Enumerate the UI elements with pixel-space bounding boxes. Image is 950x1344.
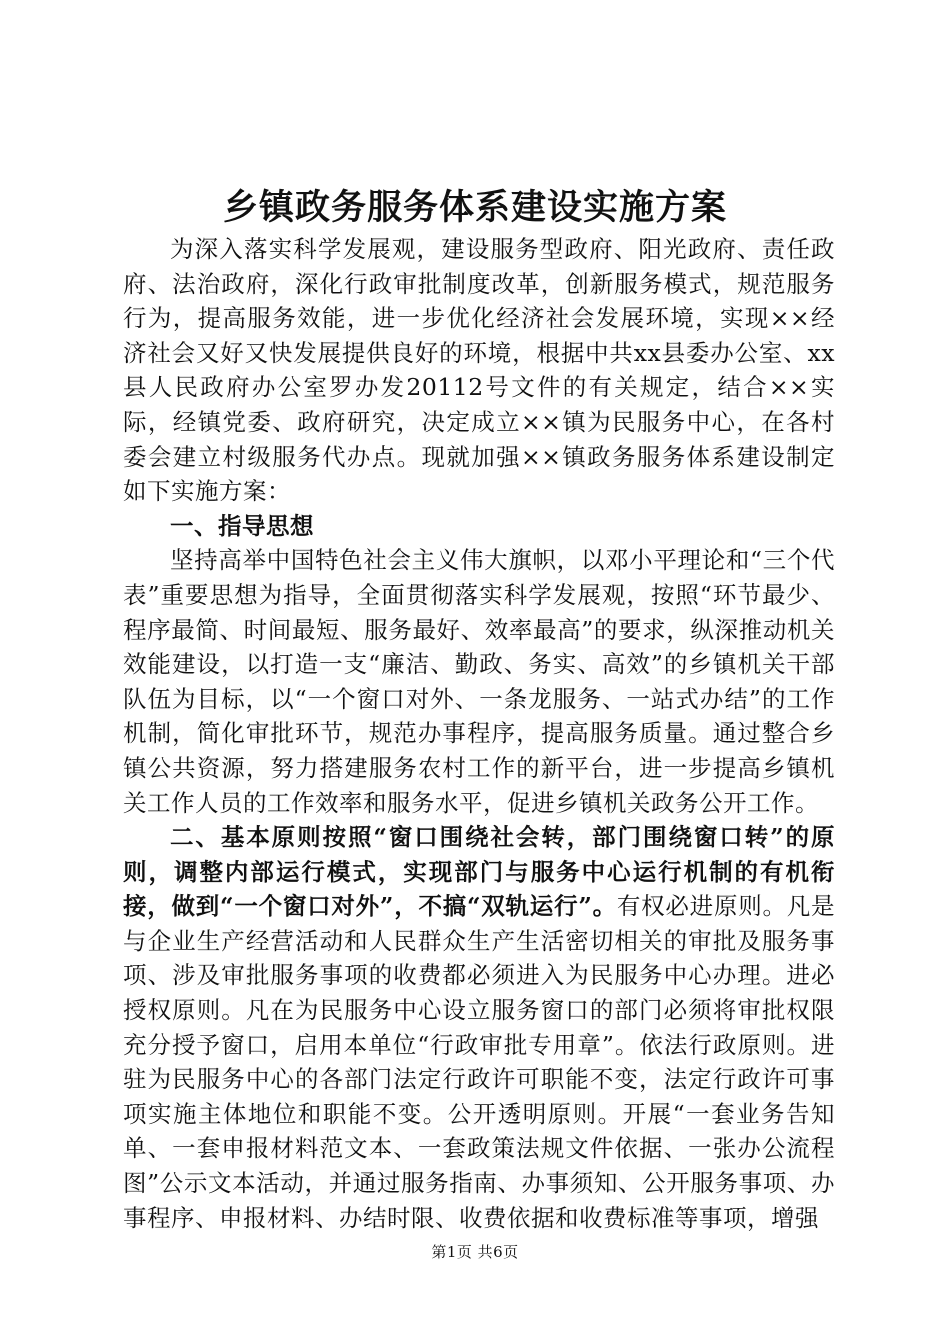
page-number-footer: 第1页 共6页 (431, 1243, 519, 1261)
document-title: 乡镇政务服务体系建设实施方案 (222, 187, 727, 228)
intro-paragraph: 为深入落实科学发展观，建设服务型政府、阳光政府、责任政府、法治政府，深化行政审批制度改革，创新服务模式，规范服务行为，提高服务效能，进一步优化经济社会发展环境，实现××经济社会又好又快发展提供良好的环境，根据中共xx县委办公室、xx县人民政府办公室罗办发20112号文件的有关规定，结合××实际，经镇党委、政府研究，决定成立××镇为民服务中心，在各村委会建立村级服务代办点。现就加强××镇政务服务体系建设制定如下实施方案： (123, 235, 835, 506)
basic-principles-body: 有权必进原则。凡是与企业生产经营活动和人民群众生产生活密切相关的审批及服务事项、涉及审批服务事项的收费都必须进入为民服务中心办理。进必授权原则。凡在为民服务中心设立服务窗口的部门必须将审批权限充分授予窗口，启用本单位“行政审批专用章”。依法行政原则。进驻为民服务中心的各部门法定行政许可职能不变，法定行政许可事项实施主体地位和职能不变。公开透明原则。开展“一套业务告知单、一套申报材料范文本、一套政策法规文件依据、一张办公流程图”公示文本活动，并通过服务指南、办事须知、公开服务事项、办事程序、申报材料、办结时限、收费依据和收费标准等事项，增强 (123, 892, 836, 1232)
document-body (123, 232, 835, 1235)
basic-principles-heading: 二、基本原则按照“窗口围绕社会转，部门围绕窗口转”的原则，调整内部运行模式，实现部门与服务中心运行机制的有机衔接，做到“一个窗口对外”，不搞“双轨运行”。 (123, 823, 835, 921)
guiding-thought-paragraph: 坚持高举中国特色社会主义伟大旗帜，以邓小平理论和“三个代表”重要思想为指导，全面贯彻落实科学发展观，按照“环节最少、程序最简、时间最短、服务最好、效率最高”的要求，纵深推动机关效能建设，以打造一支“廉洁、勤政、务实、高效”的乡镇机关干部队伍为目标，以“一个窗口对外、一条龙服务、一站式办结”的工作机制，简化审批环节，规范办事程序，提高服务质量。通过整合乡镇公共资源，努力搭建服务农村工作的新平台，进一步提高乡镇机关工作人员的工作效率和服务水平，促进乡镇机关政务公开工作。 (123, 546, 835, 817)
section-heading-guiding-thought: 一、指导思想 (170, 511, 314, 540)
basic-principles-paragraph (123, 820, 835, 1235)
